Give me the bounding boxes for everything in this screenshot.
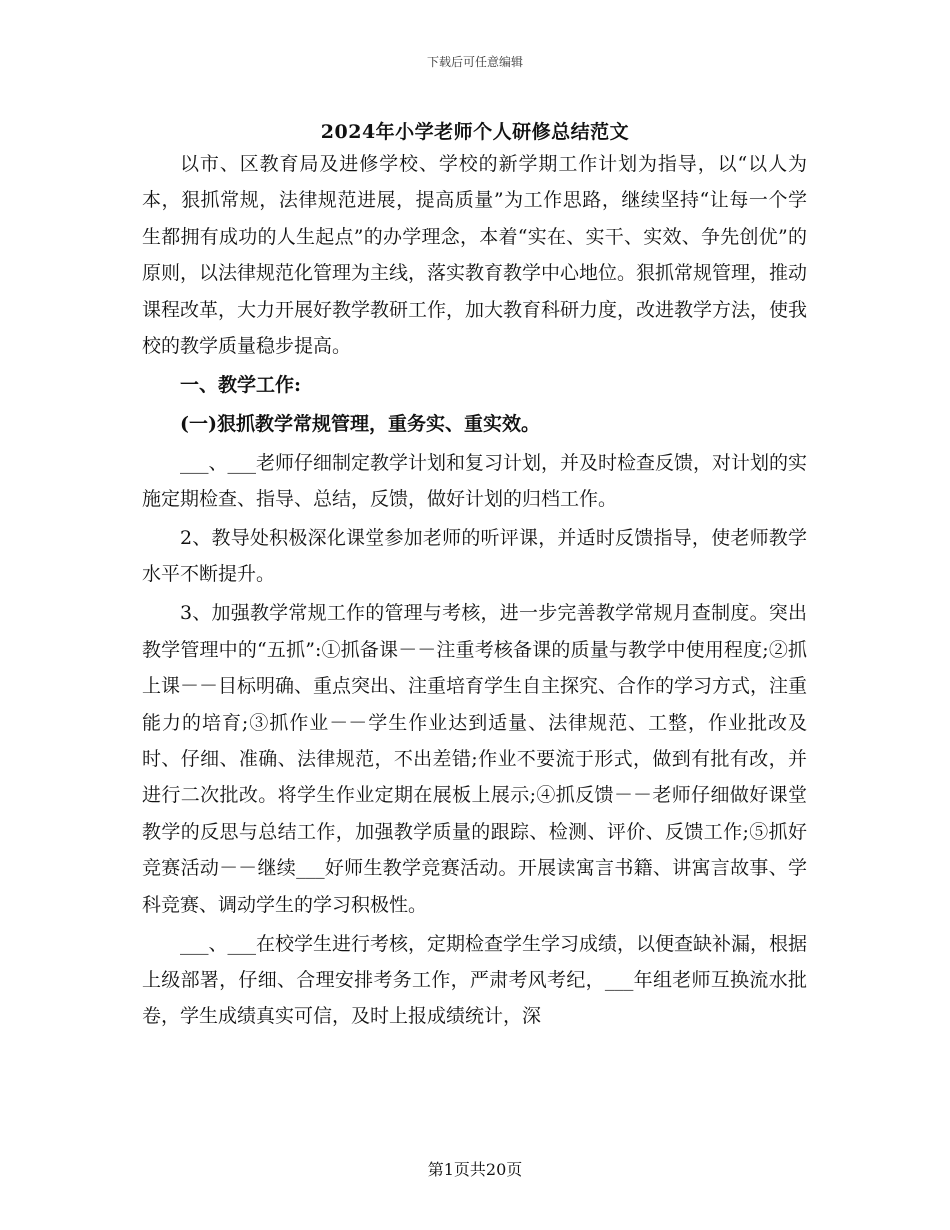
paragraph-intro: 以市、区教育局及进修学校、学校的新学期工作计划为指导，以“以人为本，狠抓常规，法律规范进展，提高质量”为工作思路，继续坚持“让每一个学生都拥有成功的人生起点”的办学理念，本着“实在、实干、实效、争先创优”的原则，以法律规范化管理为主线，落实教育教学中心地位。狠抓常规管理，推动课程改革，大力开展好教学教研工作，加大教育科研力度，改进教学方法，使我校的教学质量稳步提高。 <box>142 153 808 358</box>
page-number: 第1页共20页 <box>427 1160 523 1179</box>
paragraph-item-3: 3、加强教学常规工作的管理与考核，进一步完善教学常规月查制度。突出教学管理中的“五抓”:①抓备课－－注重考核备课的质量与教学中使用程度;②抓上课－－目标明确、重点突出、注重培育学生自主探究、合作的学习方式，注重能力的培育;③抓作业－－学生作业达到适量、法律规范、工整，作业批改及时、仔细、准确、法律规范，不出差错;作业不要流于形式，做到有批有改，并进行二次批改。将学生作业定期在展板上展示;④抓反馈－－老师仔细做好课堂教学的反思与总结工作，加强教学质量的跟踪、检测、评价、反馈工作;⑤抓好竞赛活动－－继续___好师生教学竞赛活动。开展读寓言书籍、讲寓言故事、学科竞赛、调动学生的学习积极性。 <box>142 602 808 916</box>
paragraph-item-1: ___、___老师仔细制定教学计划和复习计划，并及时检查反馈，对计划的实施定期检查、指导、总结，反馈，做好计划的归档工作。 <box>142 451 808 511</box>
subsection-heading: (一)狠抓教学常规管理，重务实、重实效。 <box>180 412 540 435</box>
document-body <box>142 146 807 1035</box>
paragraph-item-4: ___、___在校学生进行考核，定期检查学生学习成绩，以便查缺补漏，根据上级部署，仔细、合理安排考务工作，严肃考风考纪，___年组老师互换流水批卷，学生成绩真实可信，及时上报成绩统计，深 <box>142 932 808 1028</box>
section-heading: 一、教学工作: <box>180 373 302 396</box>
page-header-note: 下载后可任意编辑 <box>426 55 523 69</box>
paragraph-item-2: 2、教导处积极深化课堂参加老师的听评课，并适时反馈指导，使老师教学水平不断提升。 <box>142 527 807 586</box>
document-title: 2024年小学老师个人研修总结范文 <box>320 121 630 143</box>
